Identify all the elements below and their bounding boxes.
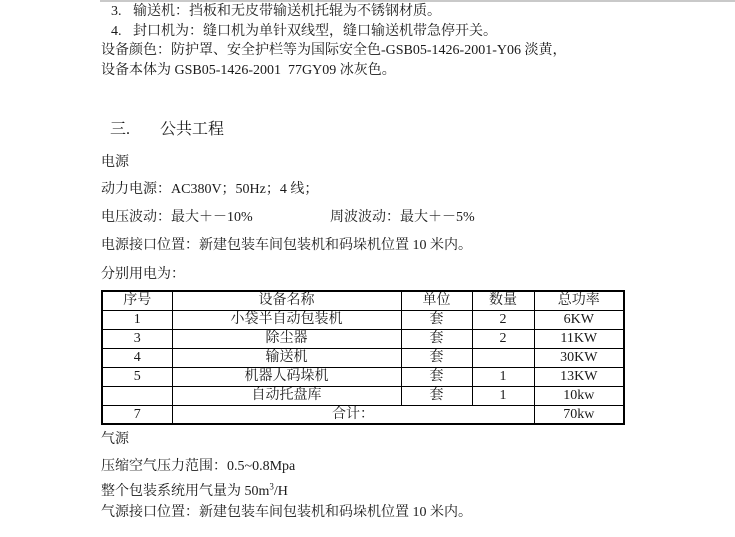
frequency-fluctuation: 周波波动：最大＋－5% [330,210,475,225]
cell-no: 4 [102,348,172,367]
cell-qty: 2 [472,329,534,348]
air-pressure-spec: 压缩空气压力范围：0.5~0.8Mpa [101,459,296,474]
device-color-line-2: 设备本体为 GSB05-1426-2001 77GY09 冰灰色。 [101,62,396,78]
cell-no: 1 [102,310,172,329]
header-cell-unit: 单位 [401,291,472,310]
total-no-cell: 7 [102,405,172,424]
cell-equipment: 自动托盘库 [172,386,401,405]
table-row [102,386,624,405]
cell-unit: 套 [401,386,472,405]
cell-no: 3 [102,329,172,348]
list-number: 4. [111,23,122,39]
cell-equipment: 除尘器 [172,329,401,348]
cell-power: 10kw [534,386,624,405]
header-cell-equipment: 设备名称 [172,291,401,310]
total-value-cell: 70kw [534,405,624,424]
list-text: 输送机：挡板和无皮带输送机托辊为不锈钢材质。 [133,4,441,19]
cell-power: 11KW [534,329,624,348]
cell-qty: 1 [472,367,534,386]
cell-unit: 套 [401,329,472,348]
list-item-conveyor [111,2,661,22]
list-text: 封口机为：缝口机为单针双线型，缝口输送机带急停开关。 [133,23,497,39]
device-color-line-1: 设备颜色：防护罩、安全护栏等为国际安全色-GSB05-1426-2001-Y06 淡黄， [101,43,567,58]
table-row [102,367,624,386]
cell-qty [472,348,534,367]
cell-qty: 1 [472,386,534,405]
equipment-power-table [101,290,625,425]
air-flow-suffix: /H [273,484,288,499]
air-interface-location: 气源接口位置：新建包装车间包装机和码垛机位置 10 米内。 [101,505,472,520]
cell-qty: 2 [472,310,534,329]
header-cell-qty: 数量 [472,291,534,310]
power-supply-spec: 动力电源：AC380V；50Hz；4 线； [101,182,319,197]
cell-power: 13KW [534,367,624,386]
list-number: 3. [111,4,122,19]
cell-equipment: 输送机 [172,348,401,367]
cell-no: 5 [102,367,172,386]
section-number: 三. [110,121,131,138]
section-title: 公共工程 [160,121,225,138]
power-label: 电源 [101,155,129,170]
header-cell-no: 序号 [102,291,172,310]
cell-equipment: 小袋半自动包装机 [172,310,401,329]
section-heading [101,118,661,142]
power-usage-intro: 分别用电为： [101,267,185,282]
cell-unit: 套 [401,367,472,386]
table-total-row [102,405,624,424]
voltage-fluctuation: 电压波动：最大＋－10% [101,210,253,225]
total-label-cell: 合计： [172,405,534,424]
cell-no [102,386,172,405]
air-flow-prefix: 整个包装系统用气量为 50m [101,484,270,499]
cell-unit: 套 [401,348,472,367]
cell-unit: 套 [401,310,472,329]
list-item-sealer [111,22,661,42]
fluctuation-line [101,208,661,227]
cell-power: 30KW [534,348,624,367]
table-row [102,310,624,329]
table-row [102,348,624,367]
cell-power: 6KW [534,310,624,329]
air-flow-spec [101,482,661,501]
header-cell-power: 总功率 [534,291,624,310]
air-flow-superscript: 3 [269,481,274,492]
cell-equipment: 机器人码垛机 [172,367,401,386]
air-label: 气源 [101,432,129,447]
power-interface-location: 电源接口位置：新建包装车间包装机和码垛机位置 10 米内。 [101,238,472,253]
table-header-row [102,291,624,310]
table-row [102,329,624,348]
document-content [101,2,661,522]
